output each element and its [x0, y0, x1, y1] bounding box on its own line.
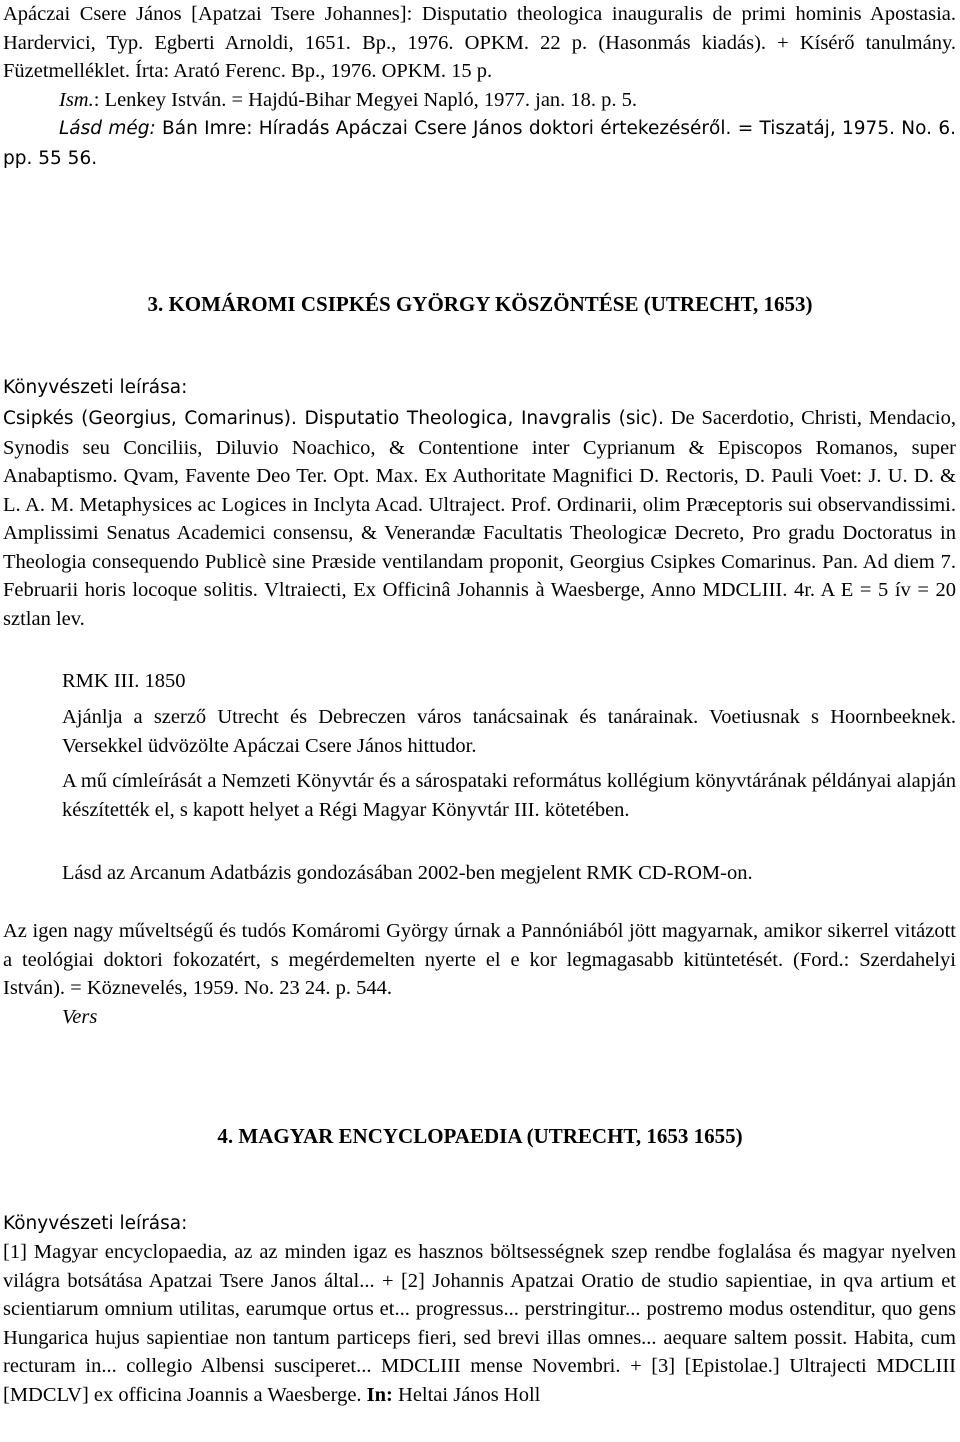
section-3-description — [3, 404, 956, 633]
section-3-label: Könyvészeti leírása: — [3, 377, 188, 398]
section-3-note-catalog: A mű címleírását a Nemzeti Könyvtár és a sárospataki református kollégium könyvtárának példányai alapján készítették el, s kapott helyet a Régi Magyar Könyvtár III. kötetében. — [62, 770, 956, 821]
vers-label: Vers — [62, 1006, 98, 1028]
rmk-reference: RMK III. 1850 — [62, 670, 186, 692]
intro-citation: Apáczai Csere János [Apatzai Tsere Johannes]: Disputatio theologica inauguralis de primi hominis Apostasia. Hardervici, Typ. Egberti Arnoldi, 1651. Bp., 1976. OPKM. 22 p. (Hasonmás kiadás). + Kísérő tanulmány. Füzetmelléklet. Írta: Arató Ferenc. Bp., 1976. OPKM. 15 p. — [3, 3, 956, 82]
intro-entry — [3, 0, 956, 173]
section-4-description — [3, 1238, 956, 1409]
section-3-desc-body: De Sacerdotio, Christi, Mendacio, Synodis seu Conciliis, Diluvio Noachico, & Contentione inter Cyprianum & Episcopos Romanos, super Anabaptismo. Qvam, Favente Deo Ter. Opt. Max. Ex Authoritate Magnifici D. Rectoris, D. Pauli Voet: J. U. D. & L. A. M. Metaphysices ac Logices in Inclyta Acad. Ultraject. Prof. Ordinarii, olim Præceptoris sui observandissimi. Amplissimi Senatus Academici consensu, & Venerandæ Facultatis Theologicæ Decreto, Pro gradu Doctoratus in Theologia consequendo Publicè sine Præside ventilandam proponit, Georgius Csipkes Comarinus. Pan. Ad diem 7. Februarii horis locoque solitis. Vltraiecti, Ex Officinâ Johannis à Waesberge, Anno MDCLIII. 4r. A E = 5 ív = 20 sztlan lev. — [3, 407, 956, 630]
lasd-meg-label: Lásd még: — [59, 118, 156, 139]
lasd-meg-entry — [3, 118, 956, 169]
section-4-desc-body: [1] Magyar encyclopaedia, az az minden igaz es hasznos böltsességnek szep rendbe foglalása és magyar nyelven világra botsátása Apatzai Tsere Janos által... + [2] Johannis Apatzai Oratio de studio sapientiae, in qva artium et scientiarum omnium utilitas, earumque ortus et... progressus... perstringitur... postremo modus ostenditur, quo gens Hungarica hujus sapientiae non tantum particeps fieri, sed brevi illas omnes... aequare saltem possit. Habita, cum recturam in... collegio Albensi susciperet... MDCLIII mense Novembri. + [3] [Epistolae.] Ultrajecti MDCLIII [MDCLV] ex officina Joannis a Waesberge. — [3, 1241, 956, 1406]
in-text: Heltai János Holl — [392, 1383, 541, 1406]
section-3-note-cdrom: Lásd az Arcanum Adatbázis gondozásában 2002-ben megjelent RMK CD-ROM-on. — [62, 862, 753, 884]
ism-text: : Lenkey István. = Hajdú-Bihar Megyei Napló, 1977. jan. 18. p. 5. — [93, 88, 638, 111]
section-3-heading: 3. KOMÁROMI CSIPKÉS GYÖRGY KÖSZÖNTÉSE (UTRECHT, 1653) — [147, 292, 813, 316]
section-3-note-dedication: Ajánlja a szerző Utrecht és Debreczen város tanácsainak és tanárainak. Voetiusnak s Hoornbeeknek. Versekkel üdvözölte Apáczai Csere János hittudor. — [62, 706, 956, 757]
section-4-label: Könyvészeti leírása: — [3, 1213, 188, 1234]
section-4-heading: 4. MAGYAR ENCYCLOPAEDIA (UTRECHT, 1653 1655) — [217, 1124, 743, 1148]
section-3-desc-title: Csipkés (Georgius, Comarinus). Disputatio Theologica, Inavgralis (sic). — [3, 408, 664, 429]
in-label: In: — [366, 1383, 393, 1406]
ism-label: Ism. — [59, 88, 94, 111]
section-3-paragraph: Az igen nagy műveltségű és tudós Komáromi György úrnak a Pannóniából jött magyarnak, amikor sikerrel vitázott a teológiai doktori fokozatért, s megérdemelten nyerte el e kor legmagasabb kitüntetését. (Ford.: Szerdahelyi István). = Köznevelés, 1959. No. 23 24. p. 544. — [3, 920, 956, 999]
lasd-meg-text: Bán Imre: Híradás Apáczai Csere János doktori értekezéséről. = Tiszatáj, 1975. No. 6. pp. 55 56. — [3, 118, 956, 169]
